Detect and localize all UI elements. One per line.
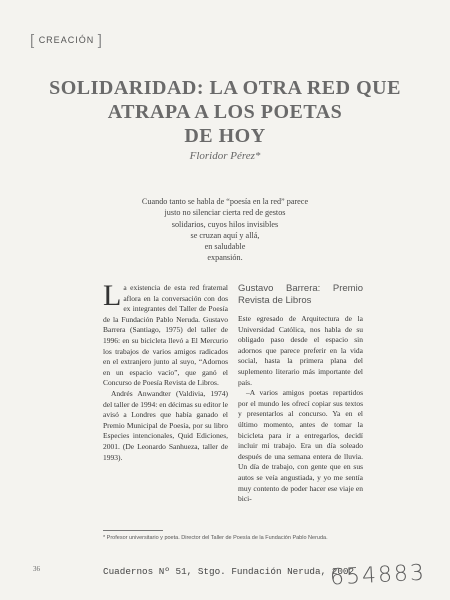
epigraph-line: justo no silenciar cierta red de gestos	[164, 208, 286, 218]
right-bracket: ]	[97, 32, 103, 49]
epigraph-line: Cuando tanto se habla de “poesía en la red” parece	[141, 197, 309, 206]
page-number: 36	[33, 565, 40, 573]
epigraph	[120, 196, 330, 264]
paragraph: –A varios amigos poetas repartidos por el mundo les ofrecí copiar sus textos y presentarlos al concurso. Ya en el último momento, antes de tomar la bicicleta para ir a entregarlos, decidí incluir mi trabajo. Era un día soleado después de una semana entera de lluvia. Un día de trabajo, con gente que en sus autos se veía angustiada, y yo me sentía muy contento de poder hacer ese viaje en bici-	[238, 388, 363, 504]
footnote-divider	[103, 530, 163, 531]
section-text: CREACIÓN	[38, 35, 95, 45]
paragraph: Andrés Anwandter (Valdivia, 1974) del taller de 1994: en décimas su editor le avisó a Londres que había ganado el Premio Municipal de Poesía, por su libro Especies intencionales, Quid Ediciones, 2001. (De Leonardo Sanhueza, taller de 1993).	[103, 388, 228, 462]
handwritten-catalog-number: 654883	[329, 560, 427, 591]
title-line: SOLIDARIDAD: LA OTRA RED QUE	[49, 77, 401, 99]
journal-citation: Cuadernos Nº 51, Stgo. Fundación Neruda, 2002	[103, 566, 355, 577]
left-column	[103, 279, 228, 463]
section-label	[30, 32, 103, 49]
paragraph	[103, 279, 228, 389]
right-column	[238, 283, 363, 505]
epigraph-line: solidarios, cuyos hilos invisibles	[171, 219, 279, 229]
author-byline: Floridor Pérez*	[189, 150, 261, 162]
footnote: * Profesor universitario y poeta. Director del Taller de Poesía de la Fundación Pablo Neruda.	[103, 535, 328, 541]
paragraph-text: a existencia de esta red fraternal aflora en la conversación con dos ex integrantes del Taller de Poesía de la Fundación Pablo Neruda. Gustavo Barrera (Santiago, 1975) del taller de 1996: en su bicicleta llevó a El Mercurio los trabajos de varios amigos radicados en el extranjero junto al suyo, “Adornos en un espacio vacío”, que ganó el Concurso de Poesía Revista de Libros.	[103, 283, 228, 388]
section-subheading: Gustavo Barrera: Premio Revista de Libros	[238, 283, 363, 306]
article-title	[0, 76, 450, 148]
epigraph-line: se cruzan aquí y allá,	[190, 230, 260, 240]
title-line: ATRAPA A LOS POETAS	[107, 101, 343, 123]
left-bracket: [	[30, 32, 36, 49]
drop-cap: L	[103, 279, 122, 312]
paragraph: Este egresado de Arquitectura de la Universidad Católica, nos habla de su obligado paso desde el espacio sin adornos que parece preferir en la vida social, hasta la primera plana del suplemento literario más importante del país.	[238, 314, 363, 387]
title-line: DE HOY	[184, 125, 266, 147]
epigraph-line: en saludable	[204, 242, 246, 252]
epigraph-line: expansión.	[207, 253, 243, 263]
